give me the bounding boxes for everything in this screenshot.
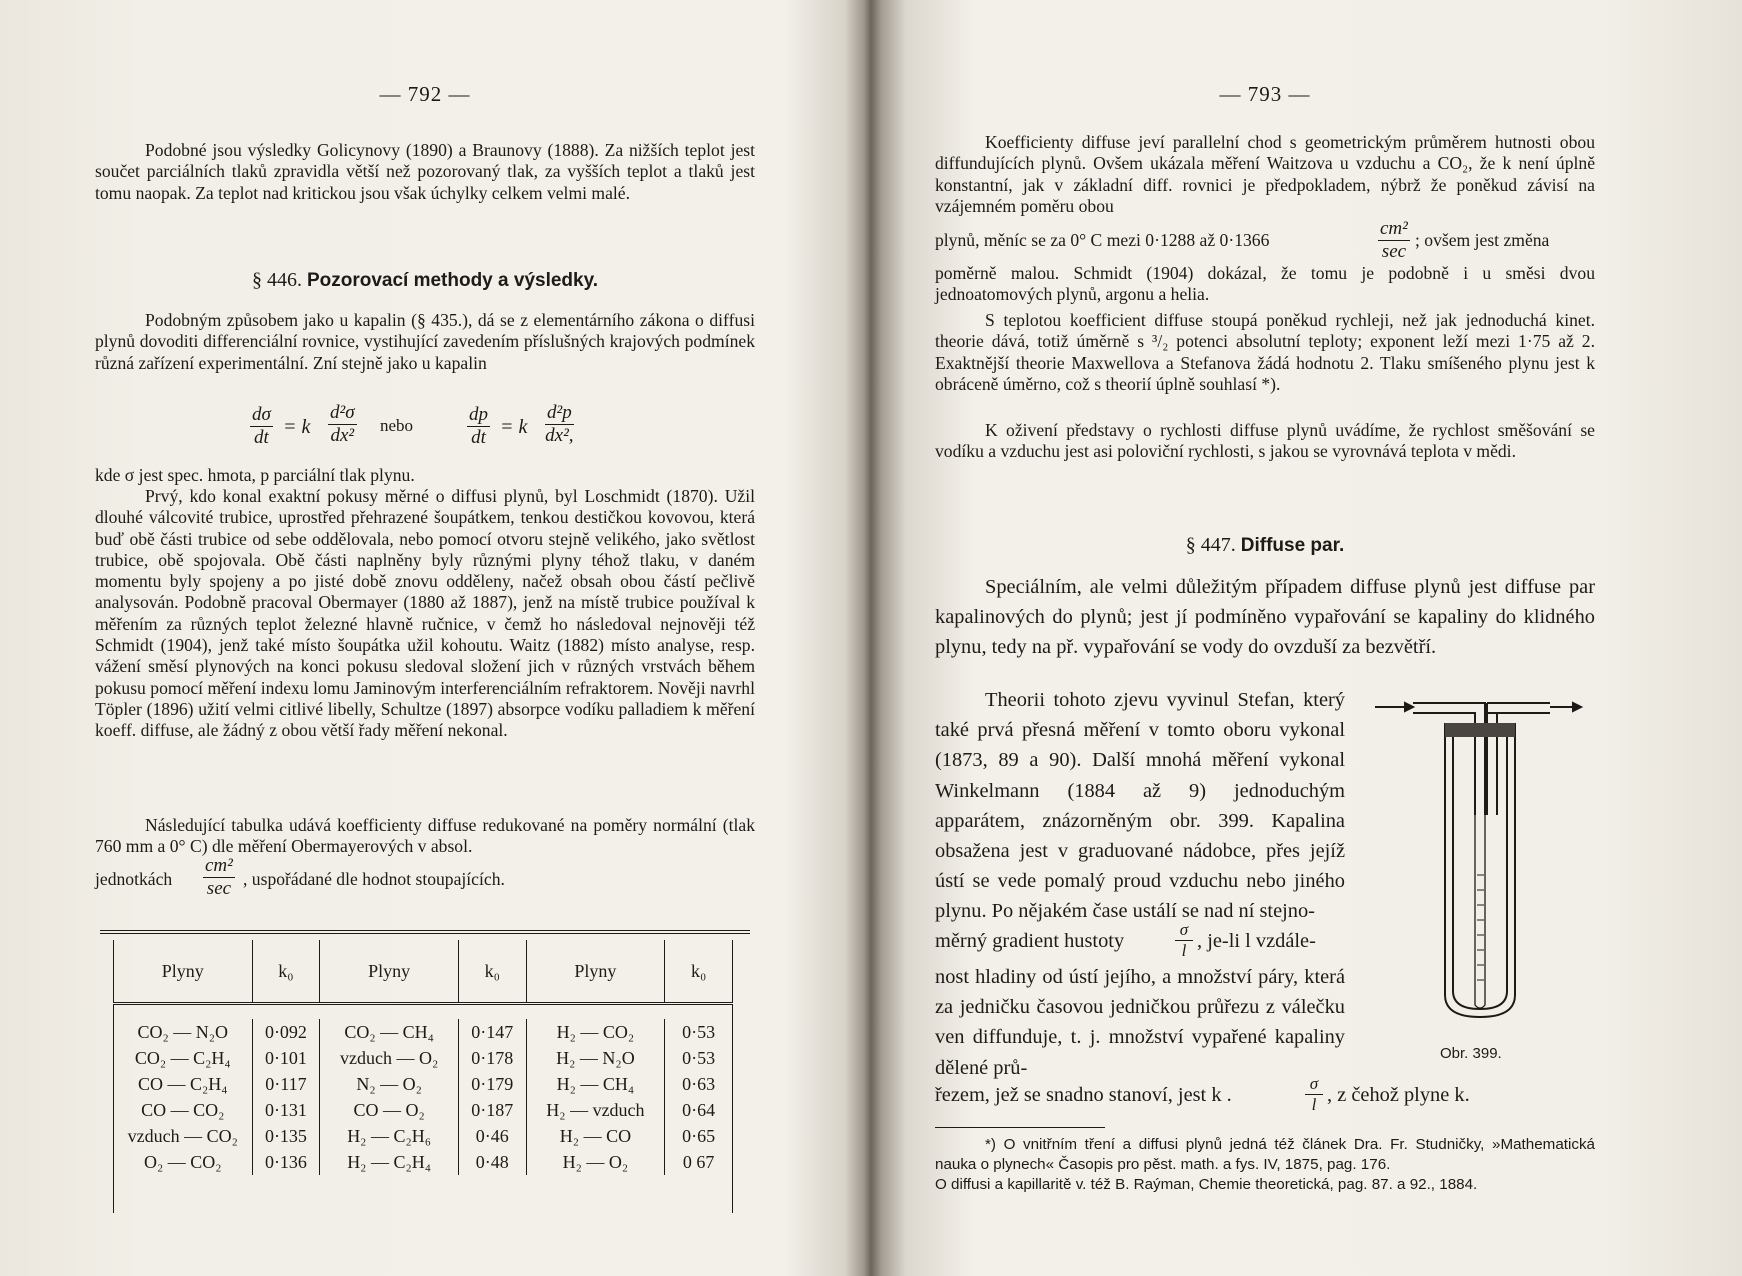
eq-numerator: dσ bbox=[252, 404, 271, 425]
fraction-denominator: l bbox=[1181, 941, 1187, 960]
table-cell: 0·136 bbox=[252, 1149, 320, 1175]
table-cell: 0·53 bbox=[665, 1045, 733, 1071]
table-cell: CO — C₂H₄ bbox=[114, 1071, 253, 1097]
table-cell: 0·131 bbox=[252, 1097, 320, 1123]
fraction-numerator: σ bbox=[1175, 920, 1193, 941]
table-row bbox=[114, 1123, 733, 1149]
paragraph bbox=[935, 132, 1595, 217]
paragraph-text: Speciálním, ale velmi důležitým případem diffuse plynů jest diffuse par kapalinových do plynů; jest jí podmíněno vypařování se kapaliny do klidného plynu, tedy na př. vypařování se vody do ovzduší za bezvětří. bbox=[935, 576, 1595, 659]
footnote-rule bbox=[935, 1127, 1105, 1128]
section-number: § 447. bbox=[1185, 534, 1236, 556]
right-page bbox=[935, 0, 1595, 1276]
section-heading bbox=[95, 270, 755, 291]
unit-denominator: sec bbox=[1381, 241, 1407, 262]
figure-caption: Obr. 399. bbox=[1440, 1045, 1502, 1062]
paragraph-text: řezem, jež se snadno stanoví, jest k . bbox=[935, 1084, 1232, 1106]
table-cell: N₂ — O₂ bbox=[320, 1071, 459, 1097]
paragraph bbox=[935, 310, 1595, 395]
table-row bbox=[114, 1045, 733, 1071]
page-number: — 792 — bbox=[379, 82, 471, 106]
eq-denominator: dx², bbox=[545, 425, 574, 446]
paragraph bbox=[935, 263, 1595, 306]
table-cell: CO₂ — CH₄ bbox=[320, 1019, 459, 1045]
table-cell: vzduch — O₂ bbox=[320, 1045, 459, 1071]
differential-equation bbox=[95, 402, 755, 464]
eq-operator: = k bbox=[283, 416, 311, 438]
column-header: k₀ bbox=[458, 940, 526, 1004]
paragraph bbox=[95, 140, 755, 204]
eq-denominator: dx² bbox=[330, 425, 355, 446]
table-cell: 0·46 bbox=[458, 1123, 526, 1149]
footnote-text: O diffusi a kapillaritě v. též B. Raýman, Chemie theoretická, pag. 87. a 92., 1884. bbox=[935, 1176, 1478, 1193]
table-cell: H₂ — C₂H₄ bbox=[320, 1149, 459, 1175]
table-cell: 0·147 bbox=[458, 1019, 526, 1045]
paragraph bbox=[95, 815, 755, 858]
table-cell: 0·117 bbox=[252, 1071, 320, 1097]
eq-numerator: dp bbox=[469, 404, 488, 425]
table-cell: H₂ — N₂O bbox=[526, 1045, 665, 1071]
paragraph bbox=[935, 572, 1595, 663]
paragraph bbox=[95, 465, 755, 486]
table-cell: 0·48 bbox=[458, 1149, 526, 1175]
column-header: Plyny bbox=[526, 940, 665, 1004]
paragraph-text: Následující tabulka udává koefficienty diffuse redukované na poměry normální (tlak 760 mm a 0° C) dle měření Obermayerových v absol. bbox=[95, 815, 755, 857]
eq-conjunction: nebo bbox=[380, 416, 414, 435]
table-cell: CO₂ — C₂H₄ bbox=[114, 1045, 253, 1071]
units-text: jednotkách bbox=[95, 869, 173, 889]
paragraph-text: poměrně malou. Schmidt (1904) dokázal, že tomu je podobně i u směsi dvou jednoatomových plynů, argonu a helia. bbox=[935, 263, 1595, 305]
table-cell: 0·101 bbox=[252, 1045, 320, 1071]
unit-denominator: sec bbox=[206, 878, 232, 899]
column-header: Plyny bbox=[114, 940, 253, 1004]
table-cell: H₂ — O₂ bbox=[526, 1149, 665, 1175]
unit-numerator: cm² bbox=[205, 855, 233, 876]
left-page bbox=[95, 0, 755, 1276]
diffusion-coefficient-table bbox=[113, 940, 733, 1213]
table-cell: 0 67 bbox=[665, 1149, 733, 1175]
paragraph-text: Podobným způsobem jako u kapalin (§ 435.), dá se z elementárního zákona o diffusi plynů dovoditi differenciální rovnice, vystihující zavedením příslušných krajových podmínek různá zařízení experimentální. Zní stejně jako u kapalin bbox=[95, 310, 755, 373]
paragraph-text: plynů, měníc se za 0° C mezi 0·1288 až 0·1366 bbox=[935, 230, 1270, 250]
table-cell: 0·53 bbox=[665, 1019, 733, 1045]
section-heading bbox=[935, 535, 1595, 556]
paragraph-text: nost hladiny od ústí jejího, a množství páry, která za jedničku časovou jedničkou průřezu z válečku ven diffunduje, t. j. množství vypařené kapaliny dělené prů- bbox=[935, 966, 1345, 1079]
table-rule bbox=[100, 930, 750, 934]
footnote bbox=[935, 1135, 1595, 1195]
table-cell: 0·63 bbox=[665, 1071, 733, 1097]
paragraph-text: Podobné jsou výsledky Golicynovy (1890) a Braunovy (1888). Za nižších teplot jest součet parciálních tlaků zpravidla větší než pozorovaný tlak, za vyšších teplot a tlaků jest tomu naopak. Za teplot nad kritickou jsou však úchylky celkem velmi malé. bbox=[95, 140, 755, 203]
table-row bbox=[114, 1019, 733, 1045]
unit-numerator: cm² bbox=[1380, 218, 1408, 239]
units-line bbox=[95, 855, 755, 905]
table-cell: H₂ — CH₄ bbox=[526, 1071, 665, 1097]
paragraph-text: S teplotou koefficient diffuse stoupá poněkud rychleji, než jak jednoduchá kinet. theorie dává, totiž úměrně s ³/₂ potenci absolutní teploty; exponent leží mezi 1·75 až 2. Exaktnější theorie Maxwellova a Stefanova žádá hodnotu 2. Tlaku smíšeného plynu jest k obráceně úměrno, což s theorií úplně souhlasí *). bbox=[935, 310, 1595, 394]
coefficient-range-line bbox=[935, 218, 1595, 262]
paragraph-text: Prvý, kdo konal exaktní pokusy měrné o diffusi plynů, byl Loschmidt (1870). Užil dlouhé válcovité trubice, uprostřed přehrazené šoupátkem, tenkou destičkou kovovou, která buď obě části trubice od sebe oddělovala, nebo pomocí otvoru stejně velikého, jako světlost trubice, obě spojovala. Obě části naplněny byly různými plyny téhož tlaku, v daném momentu byly spojeny a po jisté době znovu odděleny, načež obsah obou částí pečlivě analysován. Podobně pracoval Obermayer (1880 až 1887), jenž na místě trubice používal k měřením za různých teplot železné hlavně ručnice, v čemž ho následoval nejnověji též Schmidt (1904), jenž také místo šoupátka užil kohoutu. Waitz (1882) místo analyse, resp. vážení směsí plynových na konci pokusu sledoval složení jich v různých vrstvách během pokusu pomocí měření indexu lomu Jaminovým interferenciálním refraktorem. Nověji navrhl Töpler (1896) užití velmi citlivé libelly, Schultze (1897) absorpce vodíku palladiem k měření koeff. diffuse, ale žádný z obou větší řady měření nekonal. bbox=[95, 486, 755, 741]
paragraph bbox=[935, 962, 1345, 1083]
table-cell: CO — CO₂ bbox=[114, 1097, 253, 1123]
table-cell: H₂ — C₂H₆ bbox=[320, 1123, 459, 1149]
paragraph-text: , je-li l vzdále- bbox=[1197, 930, 1316, 952]
eq-numerator: d²σ bbox=[330, 402, 355, 423]
apparatus-figure bbox=[1375, 695, 1590, 1040]
paragraph bbox=[935, 685, 1345, 927]
table-cell: H₂ — vzduch bbox=[526, 1097, 665, 1123]
table-cell: CO — O₂ bbox=[320, 1097, 459, 1123]
footnote-text: *) O vnitřním tření a diffusi plynů jedná též článek Dra. Fr. Studničky, »Mathematická nauka o plynech« Časopis pro pěst. math. a fys. IV, 1875, pag. 176. bbox=[935, 1136, 1595, 1173]
paragraph-text: Theorii tohoto zjevu vyvinul Stefan, který také prvá přesná měření v tomto oboru vykonal (1873, 89 a 90). Další mnohá měření vykonal Winkelmann (1884 až 9) jednoduchým apparátem, znázorněným obr. 399. Kapalina obsažena jest v graduované nádobce, přes jejíž ústí se vede pomalý proud vzduchu nebo jiného plynu. Po nějakém čase ustálí se nad ní stejno- bbox=[935, 689, 1345, 923]
result-line bbox=[935, 1074, 1595, 1114]
paragraph-text: ; ovšem jest změna bbox=[1415, 230, 1550, 250]
column-header: Plyny bbox=[320, 940, 459, 1004]
section-title: Pozorovací methody a výsledky. bbox=[306, 270, 599, 291]
table-cell: 0·092 bbox=[252, 1019, 320, 1045]
table-cell: vzduch — CO₂ bbox=[114, 1123, 253, 1149]
column-header: k₀ bbox=[665, 940, 733, 1004]
eq-numerator: d²p bbox=[547, 402, 572, 423]
gradient-line bbox=[935, 918, 1345, 960]
table-cell: 0·179 bbox=[458, 1071, 526, 1097]
section-number: § 446. bbox=[251, 269, 302, 291]
fraction-denominator: l bbox=[1311, 1095, 1317, 1114]
fraction-numerator: σ bbox=[1305, 1074, 1323, 1095]
paragraph bbox=[935, 420, 1595, 463]
section-title: Diffuse par. bbox=[1240, 535, 1345, 556]
column-header: k₀ bbox=[252, 940, 320, 1004]
eq-denominator: dt bbox=[254, 427, 269, 448]
paragraph-text: , z čehož plyne k. bbox=[1327, 1084, 1470, 1106]
table-cell: O₂ — CO₂ bbox=[114, 1149, 253, 1175]
paragraph-text: měrný gradient hustoty bbox=[935, 930, 1125, 952]
table-cell: 0·178 bbox=[458, 1045, 526, 1071]
table-row bbox=[114, 1071, 733, 1097]
table-header-row bbox=[114, 940, 733, 1004]
paragraph-text: kde σ jest spec. hmota, p parciální tlak plynu. bbox=[95, 465, 415, 485]
table-cell: H₂ — CO bbox=[526, 1123, 665, 1149]
table-cell: 0·135 bbox=[252, 1123, 320, 1149]
units-text: , uspořádané dle hodnot stoupajících. bbox=[243, 869, 505, 889]
table-cell: 0·65 bbox=[665, 1123, 733, 1149]
table-cell: 0·64 bbox=[665, 1097, 733, 1123]
table-cell: CO₂ — N₂O bbox=[114, 1019, 253, 1045]
table-row bbox=[114, 1097, 733, 1123]
paragraph bbox=[95, 310, 755, 374]
eq-denominator: dt bbox=[471, 427, 486, 448]
table-row bbox=[114, 1149, 733, 1175]
paragraph-text: Koefficienty diffuse jeví parallelní chod s geometrickým průměrem hutnosti obou diffundujících plynů. Ovšem ukázala měření Waitzova u vzduchu a CO₂, že k není úplně konstantní, jak v základní diff. rovnici je předpokladem, nýbrž že poněkud závisí na vzájemném poměru obou bbox=[935, 132, 1595, 216]
eq-operator: = k bbox=[500, 416, 528, 438]
paragraph bbox=[95, 486, 755, 742]
diffusion-apparatus-diagram bbox=[1375, 695, 1590, 1040]
paragraph-text: K oživení představy o rychlosti diffuse plynů uvádíme, že rychlost směšování se vodíku a vzduchu jest asi poloviční rychlosti, s jakou se vyrovnává teplota v mědi. bbox=[935, 420, 1595, 462]
page-number: — 793 — bbox=[1219, 82, 1311, 106]
table-cell: 0·187 bbox=[458, 1097, 526, 1123]
table-cell: H₂ — CO₂ bbox=[526, 1019, 665, 1045]
